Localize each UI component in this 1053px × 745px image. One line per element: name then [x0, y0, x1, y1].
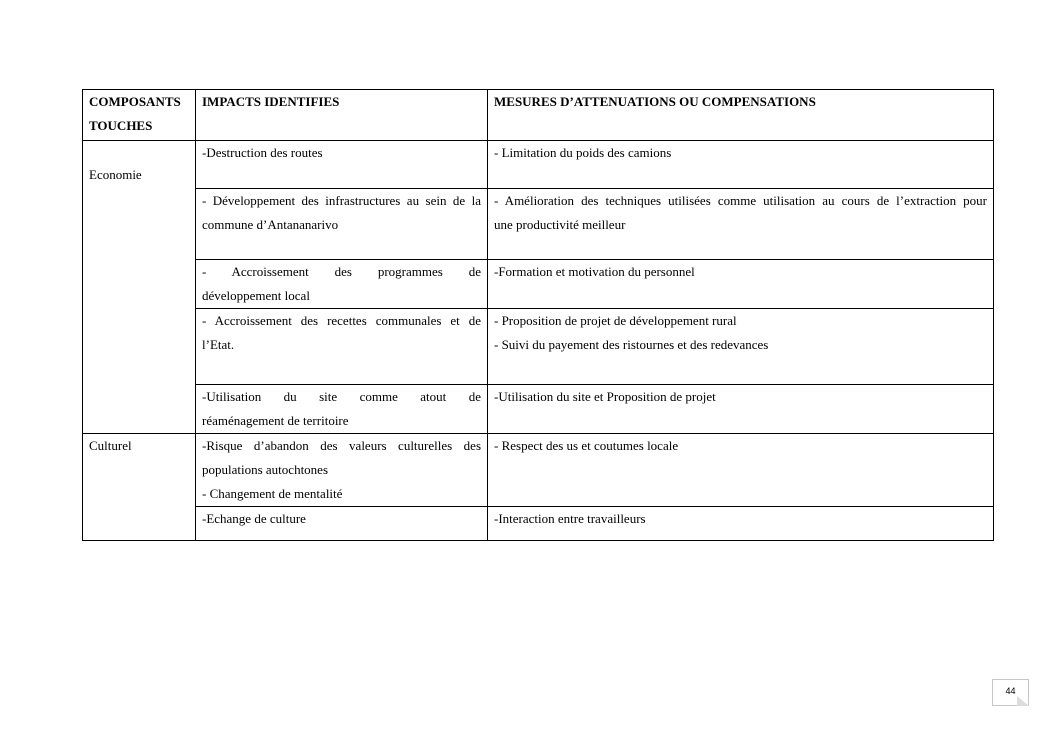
table-row	[83, 385, 994, 434]
impact-line: -Echange de culture	[202, 511, 306, 526]
impact-line: l’Etat.	[202, 337, 235, 352]
impact-line: - Développement des infrastructures au sein de la	[202, 193, 481, 208]
header-mesures: MESURES D’ATTENUATIONS OU COMPENSATIONS	[488, 90, 994, 141]
mesure-line: -Utilisation du site et Proposition de projet	[494, 389, 716, 404]
impacts-table	[82, 89, 994, 541]
header-composants-line-2: TOUCHES	[89, 118, 153, 133]
table-row	[83, 141, 994, 189]
mesure-cell	[488, 434, 994, 507]
mesure-line: - Proposition de projet de développement rural	[494, 313, 737, 328]
impact-line: -Utilisation du site comme atout de	[202, 389, 481, 404]
mesure-line: - Respect des us et coutumes locale	[494, 438, 679, 453]
impact-line: - Accroissement des programmes de	[202, 264, 481, 279]
impact-line: développement local	[202, 288, 310, 303]
mesure-line: - Suivi du payement des ristournes et des redevances	[494, 337, 769, 352]
impact-cell	[196, 260, 488, 309]
composant-culturel	[83, 434, 196, 541]
page-corner-fold	[1017, 696, 1029, 706]
mesure-cell	[488, 507, 994, 541]
impact-line: réaménagement de territoire	[202, 413, 349, 428]
table-row	[83, 260, 994, 309]
impact-line: -Destruction des routes	[202, 145, 323, 160]
table-row	[83, 507, 994, 541]
impact-cell	[196, 309, 488, 385]
mesure-line: -Formation et motivation du personnel	[494, 264, 695, 279]
mesure-line: une productivité meilleur	[494, 217, 626, 232]
mesure-line: - Amélioration des techniques utilisées comme utilisation au cours de l’extraction pour	[494, 193, 987, 208]
composant-economie	[83, 141, 196, 434]
header-composants-line-1: COMPOSANTS	[89, 94, 181, 109]
header-impacts: IMPACTS IDENTIFIES	[196, 90, 488, 141]
mesure-cell	[488, 309, 994, 385]
header-composants	[83, 90, 196, 141]
impact-cell	[196, 189, 488, 260]
mesure-cell	[488, 141, 994, 189]
impact-line: - Changement de mentalité	[202, 486, 343, 501]
impact-line: populations autochtones	[202, 462, 329, 477]
composant-culturel-label: Culturel	[89, 438, 132, 453]
mesure-line: -Interaction entre travailleurs	[494, 511, 646, 526]
table-row	[83, 434, 994, 507]
table-header-row	[83, 90, 994, 141]
mesure-line: - Limitation du poids des camions	[494, 145, 672, 160]
page-number: 44	[1005, 686, 1016, 696]
mesure-cell	[488, 260, 994, 309]
mesure-cell	[488, 385, 994, 434]
table-row	[83, 309, 994, 385]
impact-cell	[196, 141, 488, 189]
composant-economie-label: Economie	[89, 167, 142, 182]
impact-cell	[196, 434, 488, 507]
impact-line: commune d’Antananarivo	[202, 217, 339, 232]
page-number-box	[992, 679, 1029, 706]
table-row	[83, 189, 994, 260]
impact-cell	[196, 385, 488, 434]
mesure-cell	[488, 189, 994, 260]
impact-line: - Accroissement des recettes communales et de	[202, 313, 481, 328]
impact-cell	[196, 507, 488, 541]
impact-line: -Risque d’abandon des valeurs culturelles des	[202, 438, 481, 453]
